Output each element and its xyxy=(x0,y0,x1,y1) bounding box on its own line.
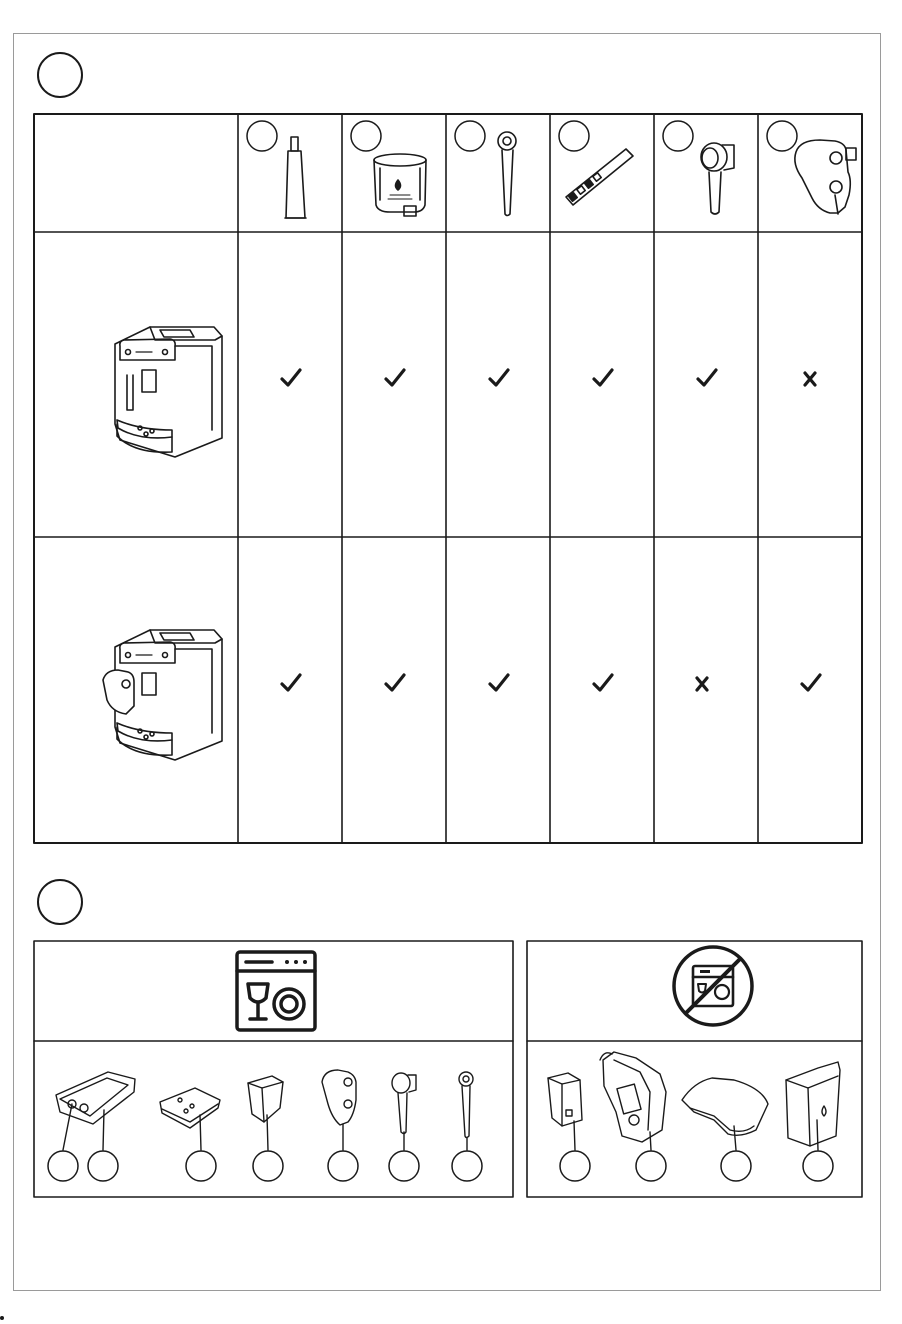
dishwasher-safe-panel xyxy=(34,941,513,1197)
dishwasher-not-safe-icon xyxy=(674,947,752,1025)
check-mark xyxy=(802,675,820,690)
check-mark xyxy=(282,675,300,690)
part-number-circle xyxy=(721,1151,751,1181)
part-number-circle xyxy=(186,1151,216,1181)
milk-carafe-small-icon xyxy=(322,1070,356,1150)
part-number-circle xyxy=(88,1151,118,1181)
part-number-circle xyxy=(48,1151,78,1181)
cross-mark xyxy=(697,678,707,690)
check-mark xyxy=(282,370,300,385)
accessory-number-circle xyxy=(351,121,381,151)
drip-tray-cover-icon xyxy=(160,1088,220,1150)
accessory-number-circle xyxy=(767,121,797,151)
part-number-circle xyxy=(328,1151,358,1181)
part-number-circle xyxy=(636,1151,666,1181)
measuring-scoop-small-icon xyxy=(459,1072,473,1150)
part-number-circle xyxy=(253,1151,283,1181)
dishwasher-not-safe-panel xyxy=(527,941,862,1197)
dishwasher-safe-icon xyxy=(237,952,315,1030)
accessory-number-circle xyxy=(663,121,693,151)
check-mark xyxy=(594,370,612,385)
check-mark xyxy=(386,370,404,385)
coffee-machine-with-frother-icon xyxy=(115,327,222,457)
grease-tube-icon xyxy=(285,137,306,218)
corner-dot xyxy=(0,1316,4,1320)
check-mark xyxy=(490,675,508,690)
check-mark xyxy=(698,370,716,385)
part-number-circle xyxy=(452,1151,482,1181)
water-filter-icon xyxy=(374,154,426,216)
measuring-scoop-icon xyxy=(498,132,516,216)
part-number-circle xyxy=(560,1151,590,1181)
water-tank-icon xyxy=(786,1062,840,1150)
bean-hopper-lid-icon xyxy=(682,1078,768,1150)
accessory-number-circle xyxy=(455,121,485,151)
accessory-number-circle xyxy=(559,121,589,151)
part-number-circle xyxy=(803,1151,833,1181)
drip-tray-icon xyxy=(56,1072,135,1150)
milk-carafe-icon xyxy=(795,140,856,214)
cross-mark xyxy=(805,373,815,385)
milk-frother-icon xyxy=(701,143,734,214)
check-mark xyxy=(490,370,508,385)
milk-frother-small-icon xyxy=(392,1073,416,1150)
accessory-number-circle xyxy=(247,121,277,151)
part-number-circle xyxy=(389,1151,419,1181)
brew-group-icon xyxy=(600,1052,666,1150)
check-mark xyxy=(386,675,404,690)
coffee-grounds-container-icon xyxy=(248,1076,283,1150)
section-2-number-circle xyxy=(37,879,83,925)
grounds-chute-icon xyxy=(548,1073,582,1150)
coffee-machine-with-carafe-icon xyxy=(103,630,222,760)
compatibility-table xyxy=(34,114,862,843)
test-strip-icon xyxy=(566,149,633,205)
check-mark xyxy=(594,675,612,690)
